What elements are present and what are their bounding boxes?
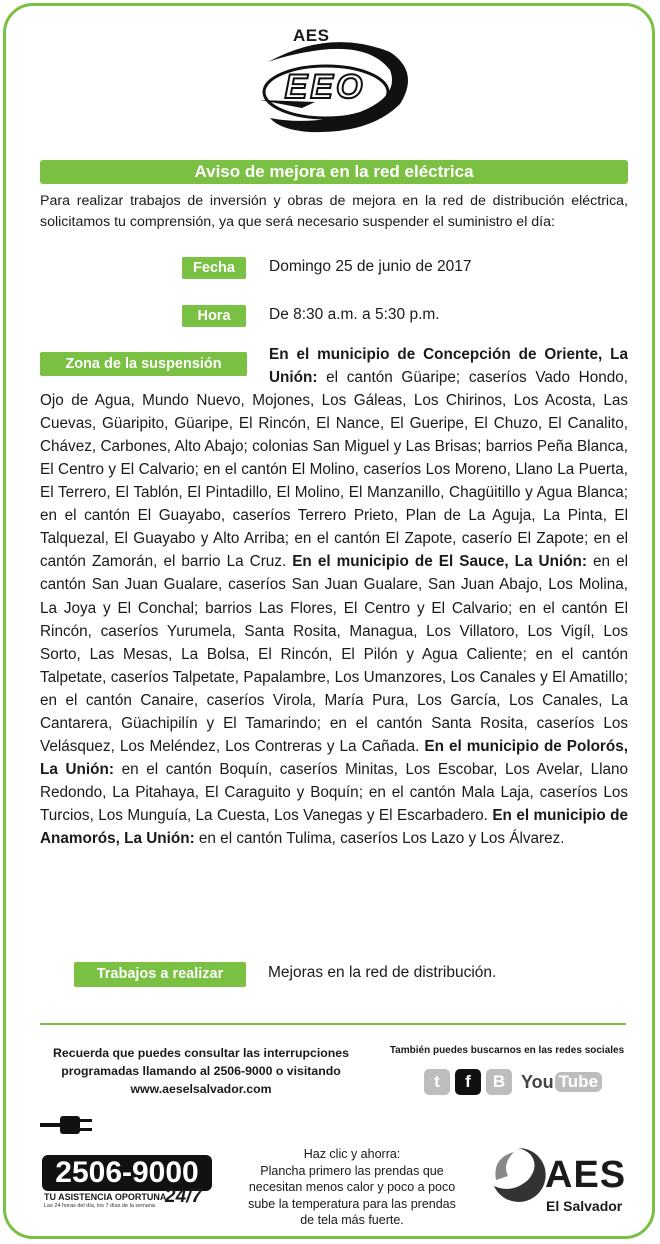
blogger-icon[interactable]: B xyxy=(486,1069,512,1095)
zona-detalle-3: en el cantón Boquín, caseríos Minitas, Los Escobar, Los Avelar, Llano Redondo, La Pitahaya, El Caraguito y Boquín; en el cantón Mala Laja, caseríos Los Turcios, Los Munguía, La Cuesta, Los Vanegas y El Escarbadero. xyxy=(40,760,628,824)
hora-value: De 8:30 a.m. a 5:30 p.m. xyxy=(269,306,440,323)
fecha-value: Domingo 25 de junio de 2017 xyxy=(269,258,472,275)
aes-swirl-icon xyxy=(488,1144,548,1206)
aes-eeo-logo xyxy=(240,22,420,140)
zona-tag: Zona de la suspensión xyxy=(40,352,247,376)
zona-spacer xyxy=(40,343,269,389)
fecha-tag: Fecha xyxy=(182,257,246,279)
zona-municipio-4: En el municipio de Anamorós, La Unión: xyxy=(40,806,629,847)
contact-line-1: Recuerda que puedes consultar las interrupciones xyxy=(53,1046,349,1060)
zona-detalle-1: el cantón Güaripe; caseríos Vado Hondo, Ojo de Agua, Mundo Nuevo, Mojones, Los Gáleas, Los Chirinos, Los Acosta, Las Cuevas, Güaripito, Güaripe, El Rincón, El Nance, El Gueripe, El Chuzo, El Canalito, Chávez, Carbones, Alto Abajo; colonias San Miguel y Las Brisas; barrios Peña Blanca, El Centro y El Calvario; en el cantón El Molino, caseríos Los Moreno, Llano La Puerta, El Terrero, El Tablón, El Pintadillo, El Molino, El Manzanillo, Chagüitillo y Agua Blanca; en el cantón El Guayabo, caseríos Terrero Prieto, Plan de La Aguja, La Pinta, El Talquezal, El Guayabo y Alto Arriba; en el cantón El Zapote, caserío El Zapote; en el cantón Zamorán, el barrio La Cruz. xyxy=(40,369,628,571)
footer-divider xyxy=(40,1023,626,1025)
youtube-icon[interactable] xyxy=(521,1072,602,1093)
tip-line-1: Haz clic y ahorra: xyxy=(303,1147,401,1161)
hora-tag: Hora xyxy=(182,305,246,327)
trabajos-value: Mejoras en la red de distribución. xyxy=(268,964,497,981)
zona-municipio-2: En el municipio de El Sauce, La Unión: xyxy=(292,553,587,571)
social-caption: También puedes buscarnos en las redes sociales xyxy=(389,1045,625,1056)
twitter-icon[interactable]: t xyxy=(424,1069,450,1095)
intro-text: Para realizar trabajos de inversión y obras de mejora en la red de distribución eléctrica, solicitamos tu comprensión, ya que será necesario suspender el suministro el día: xyxy=(40,193,628,230)
facebook-icon[interactable]: f xyxy=(455,1069,481,1095)
contact-line-2: programadas llamando al 2506-9000 o visitando xyxy=(61,1064,341,1078)
zona-text xyxy=(40,343,628,850)
zona-detalle-2: en el cantón San Juan Gualare, caseríos San Juan Gualare, San Juan Abajo, Los Molina, La Joya y El Conchal; barrios Las Flores, El Centro y El Calvario; en el cantón El Rincón, caseríos Yurumela, Santa Rosita, Managua, Los Villatoro, Los Vigíl, Los Sorto, Las Mesas, La Bolsa, El Rincón, El Pilón y Agua Caliente; en el cantón Talpetate, caseríos Talpetate, Papalambre, Los Umanzores, Los Canales y El Amatillo; en el cantón Canaire, caseríos Virola, María Pura, Los García, Los Canales, La Cantarera, Güachipilín y El Tamarindo; en el cantón Santa Rosita, caseríos Los Velásquez, Los Meléndez, Los Contreras y La Cañada. xyxy=(40,553,628,755)
aes-el-salvador-logo xyxy=(488,1144,628,1224)
youtube-tube: Tube xyxy=(555,1072,602,1092)
trabajos-tag: Trabajos a realizar xyxy=(74,962,246,987)
plug-icon xyxy=(40,1112,96,1138)
tip-line-4: sube la temperatura para las prendas xyxy=(248,1196,456,1211)
youtube-you: You xyxy=(521,1071,554,1092)
asistencia-text: TU ASISTENCIA OPORTUNA xyxy=(44,1192,167,1202)
asistencia-247: 24/7 xyxy=(165,1186,202,1207)
zona-detalle-4: en el cantón Tulima, caseríos Los Lazo y Los Álvarez. xyxy=(194,829,565,847)
tip-line-2: Plancha primero las prendas que xyxy=(260,1163,444,1178)
logo-eeo-text: EEO xyxy=(284,68,366,106)
contact-info xyxy=(40,1044,362,1098)
logo-aes-text: AES xyxy=(293,26,330,45)
zona-municipio-3: En el municipio de Polorós, La Unión: xyxy=(40,737,628,778)
energy-tip xyxy=(236,1146,468,1229)
phone-number[interactable]: 2506-9000 xyxy=(42,1155,212,1191)
tip-line-5: de tela más fuerte. xyxy=(300,1213,404,1227)
notice-title: Aviso de mejora en la red eléctrica xyxy=(40,160,628,184)
social-icons xyxy=(424,1068,602,1096)
aes-brand-text: AES xyxy=(545,1154,627,1196)
asistencia-hours: Las 24 horas del día, los 7 días de la semana xyxy=(44,1203,155,1209)
tip-line-3: necesitan menos calor y poco a poco xyxy=(248,1180,456,1194)
website-link[interactable]: www.aeselsalvador.com xyxy=(130,1082,272,1096)
zona-municipio-1: En el municipio de Concepción de Oriente, La Unión: xyxy=(269,346,628,387)
aes-country-text: El Salvador xyxy=(546,1198,623,1214)
